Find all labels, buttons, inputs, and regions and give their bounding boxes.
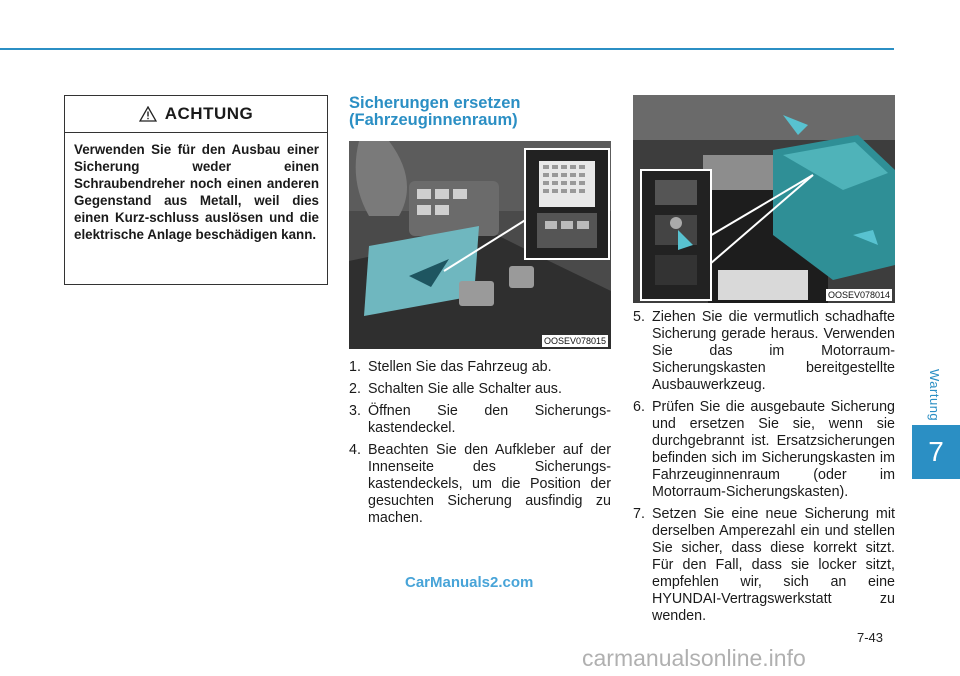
step-text: Prüfen Sie die ausgebaute Sicherung und ersetzen Sie sie, wenn sie durchgebrannt ist. Ersatzsicherungen befinden sich im Sicherungskasten im Fahrzeuginnenraum (oder im Motorraum-Sicherungskasten). — [652, 399, 895, 500]
chapter-number-tab[interactable]: 7 — [912, 425, 960, 479]
warning-text: Verwenden Sie für den Ausbau einer Sicherung weder einen Schraubendreher noch einen anderen Gegenstand aus Metall, weil dies einen Kurz-schluss auslösen und die elektrische Anlage beschädigen kann. — [74, 142, 319, 242]
engine-fuse-box-photo — [633, 95, 895, 303]
step-number: 2. — [349, 381, 361, 397]
step-number: 5. — [633, 309, 645, 325]
image-code: OOSEV078014 — [827, 290, 890, 300]
step-text: Öffnen Sie den Sicherungs-kastendeckel. — [368, 403, 611, 436]
footer-watermark: carmanualsonline.info — [582, 645, 806, 671]
step-item — [349, 403, 611, 437]
step-number: 6. — [633, 399, 645, 415]
step-item — [349, 381, 611, 398]
step-item — [349, 359, 611, 376]
warning-triangle-icon — [139, 106, 157, 122]
step-text: Beachten Sie den Aufkleber auf der Innenseite des Sicherungs-kastendeckels, um die Position der gesuchten Sicherung ausfindig zu machen. — [368, 442, 611, 526]
step-text: Ziehen Sie die vermutlich schadhafte Sicherung gerade heraus. Verwenden Sie das im Motorraum-Sicherungskasten bereitgestellte Ausbauwerkzeug. — [652, 309, 895, 393]
warning-title: ACHTUNG — [164, 104, 254, 123]
step-number: 4. — [349, 442, 361, 458]
top-rule — [0, 48, 894, 50]
step-number: 3. — [349, 403, 361, 419]
warning-box — [64, 95, 328, 285]
image-code: OOSEV078015 — [543, 336, 606, 346]
watermark-link[interactable]: CarManuals2.com — [405, 574, 534, 591]
step-number: 1. — [349, 359, 361, 375]
step-text: Schalten Sie alle Schalter aus. — [368, 381, 562, 397]
step-text: Setzen Sie eine neue Sicherung mit derselben Amperezahl ein und stellen Sie sicher, dass diese korrekt sitzt. Für den Fall, dass sie locker sitzt, empfehlen wir, sich an eine HYUNDAI-Vertragswerkstatt zu wenden. — [652, 506, 895, 624]
step-item — [633, 506, 895, 625]
step-text: Stellen Sie das Fahrzeug ab. — [368, 359, 552, 375]
section-title: Sicherungen ersetzen (Fahrzeuginnenraum) — [349, 94, 521, 129]
step-item — [349, 442, 611, 527]
page-number: 7-43 — [857, 630, 884, 645]
step-item — [633, 309, 895, 394]
step-item — [633, 399, 895, 501]
step-number: 7. — [633, 506, 645, 522]
steps-list-right — [633, 309, 895, 630]
interior-fuse-box-photo — [349, 141, 611, 349]
steps-list-left — [349, 359, 611, 532]
chapter-label: Wartung — [927, 368, 942, 422]
warning-header — [65, 96, 327, 133]
